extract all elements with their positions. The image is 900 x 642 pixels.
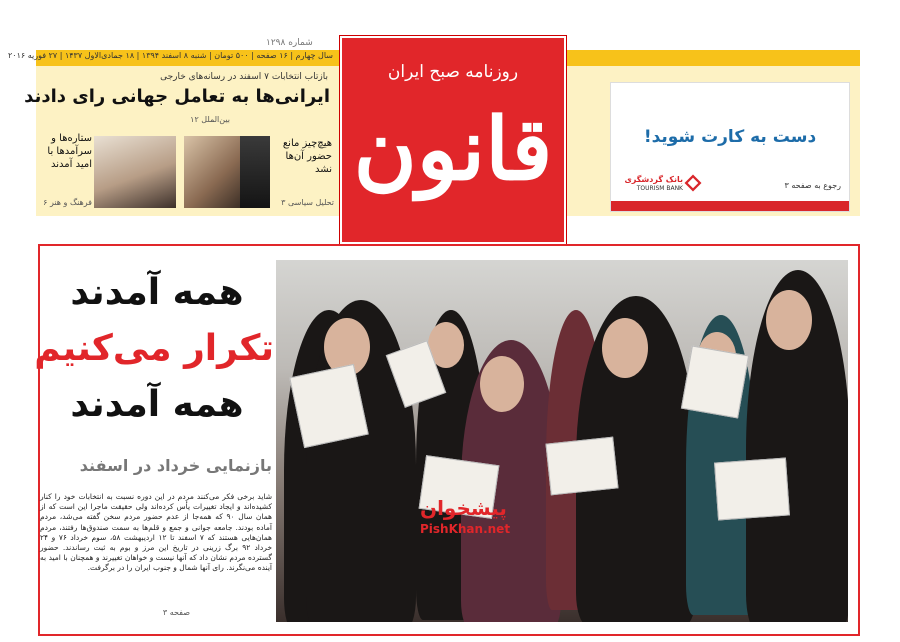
issue-meta: سال چهارم | ۱۶ صفحه | ۵۰۰ تومان | شنبه ۸ اسفند ۱۳۹۴ | ۱۸ جمادی‌الاول ۱۴۳۷ | ۲۷ فوریه ۲۰۱۶: [7, 51, 333, 60]
top-story-headline[interactable]: ایرانی‌ها به تعامل جهانی رای دادند: [24, 86, 330, 107]
ad-accent-bar: [611, 201, 849, 211]
bank-name: بانک گردشگری: [624, 175, 683, 184]
main-headline-line-1[interactable]: همه آمدند: [70, 272, 244, 313]
top-story-section: بین‌الملل ۱۲: [190, 115, 230, 124]
main-body-text: شاید برخی فکر می‌کنند مردم در این دوره نسبت به انتخابات خود را کنار کشیده‌اند و ایجاد تغییرات یأس کرده‌اند ولی حقیقت ماجرا این است که از همان سال ۹۰ که همه‌جا از عدم حضور مردم سخن گفته می‌شد، مردم آماده بودند. جامعه جوانی و جمع و قلم‌ها به سمت صندوق‌ها رفتند، مردم همان‌هایی هستند که ۷ اسفند تا ۱۲ اردیبهشت ۵۸، سوم خرداد ۷۶ و ۲۴ خرداد ۹۲ برگ زرینی در تاریخ این مرز و بوم به ثبت رساندند. حضور گسترده مردم نشان داد که آنها نیست و خواهان تغییرند و همچنان با امید به آینده می‌نگرند. رای آنها شمال و جنوب ایران را در برگرفت.: [40, 492, 273, 573]
bank-logo: [621, 175, 703, 193]
story2-headline[interactable]: هیچ‌چیز مانع حضور آن‌ها نشد: [282, 138, 332, 175]
face: [602, 318, 648, 378]
story3-headline[interactable]: ستاره‌ها و سرآمدها با امید آمدند: [47, 133, 92, 170]
main-page-ref[interactable]: صفحه ۳: [162, 608, 190, 617]
masthead-title: قانون: [353, 99, 553, 200]
bank-logo-icon: [685, 175, 702, 192]
bank-name-en: TOURISM BANK: [636, 185, 683, 192]
ad-headline: دست به کارت شوید!: [643, 127, 817, 147]
passport: [681, 345, 749, 418]
top-story-kicker: بازتاب انتخابات ۷ اسفند در رسانه‌های خارجی: [160, 72, 328, 82]
watermark-persian: پیشخوان: [420, 496, 507, 520]
masthead[interactable]: [340, 36, 566, 244]
masthead-subtitle: روزنامه صبح ایران: [387, 62, 519, 82]
story3-photo[interactable]: [94, 136, 176, 208]
passport: [714, 458, 790, 521]
main-subhead: بازنمایی خرداد در اسفند: [79, 456, 272, 475]
story2-photo-2[interactable]: [184, 136, 240, 208]
story3-section: فرهنگ و هنر ۶: [43, 198, 92, 207]
story2-section: تحلیل سیاسی ۳: [281, 198, 334, 207]
main-headline-line-2[interactable]: تکرار می‌کنیم: [34, 328, 274, 369]
face: [480, 356, 524, 412]
issue-number: شماره ۱۲۹۸: [266, 38, 313, 48]
main-headline-line-3[interactable]: همه آمدند: [70, 384, 244, 425]
passport: [545, 437, 618, 496]
story2-photo[interactable]: [240, 136, 270, 208]
watermark-english: PishKhan.net: [420, 522, 511, 536]
face: [766, 290, 812, 350]
main-story-photo[interactable]: [276, 260, 848, 622]
bank-ad[interactable]: [610, 82, 850, 212]
ad-page-ref: رجوع به صفحه ۳: [784, 181, 841, 190]
